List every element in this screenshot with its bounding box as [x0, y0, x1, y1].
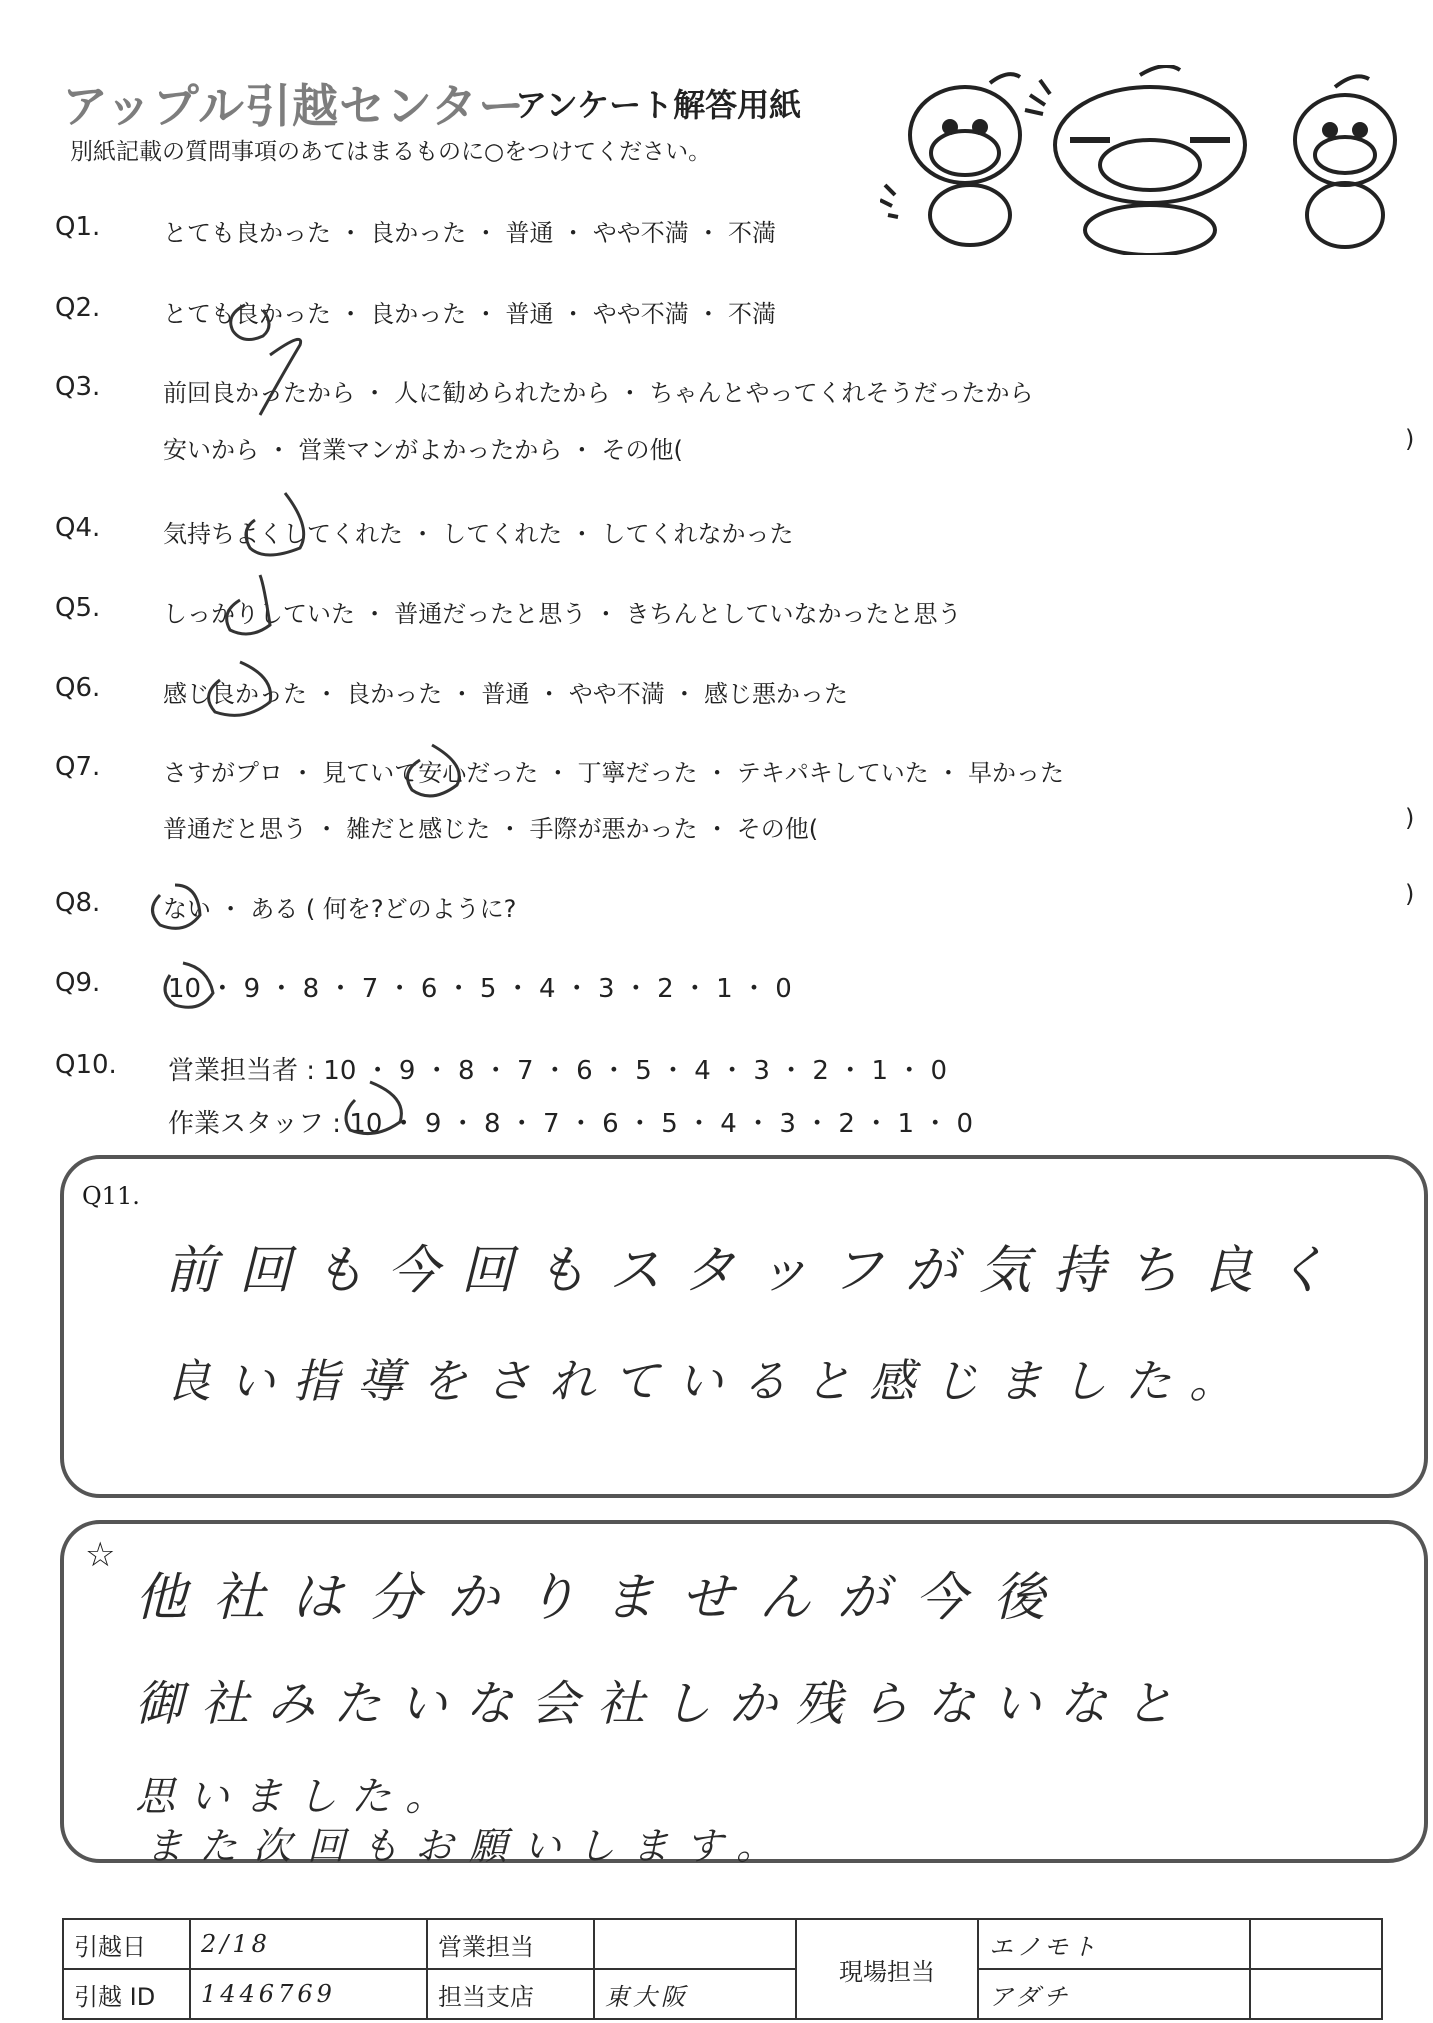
circle-mark — [408, 745, 460, 796]
move-id-label: 引越 ID — [63, 1969, 190, 2019]
circle-mark — [260, 339, 301, 415]
question-label: Q2. — [55, 293, 101, 323]
question-options: さすがプロ ・ 見ていて安心だった ・ 丁寧だった ・ テキパキしていた ・ 早かった — [163, 759, 1065, 787]
circle-mark — [346, 1082, 401, 1134]
question-options: 普通だと思う ・ 雑だと感じた ・ 手際が悪かった ・ その他( — [163, 815, 819, 843]
footer-info-table — [62, 1918, 1383, 2020]
site-staff-label: 現場担当 — [796, 1919, 978, 2019]
q11-label: Q11. — [82, 1182, 140, 1210]
move-date-label: 引越日 — [63, 1919, 190, 1969]
circle-mark — [246, 493, 304, 555]
comment-line: 御社みたいな会社しか残らないなと — [135, 1676, 1192, 1732]
instruction-text: 別紙記載の質問事項のあてはまるものに○をつけてください。 — [70, 139, 712, 165]
question-label: Q1. — [55, 212, 101, 242]
question-label: Q8. — [55, 888, 101, 918]
branch-label: 担当支店 — [427, 1969, 594, 2019]
closing-paren: ) — [1405, 880, 1415, 908]
empty-cell — [1250, 1919, 1382, 1969]
circle-mark — [153, 885, 201, 928]
brand-name: アップル引越センター — [62, 79, 526, 133]
circle-mark — [165, 963, 213, 1007]
site-staff-value: エノモト — [978, 1919, 1250, 1969]
question-options: ない ・ ある ( 何を?どのように? — [163, 895, 517, 923]
question-options: とても良かった ・ 良かった ・ 普通 ・ やや不満 ・ 不満 — [163, 300, 777, 328]
q11-answer-line: 良い指導をされていると感じました。 — [165, 1354, 1253, 1408]
question-label: Q9. — [55, 968, 101, 998]
question-options: 気持ちよくしてくれた ・ してくれた ・ してくれなかった — [163, 520, 794, 548]
question-label: Q6. — [55, 673, 101, 703]
question-options: 安いから ・ 営業マンがよかったから ・ その他( — [163, 436, 683, 464]
q11-answer-line: 前回も今回もスタッフが気持ち良く — [165, 1241, 1350, 1301]
comment-line: また次回もお願いします。 — [145, 1824, 790, 1868]
circle-mark — [209, 662, 271, 715]
empty-cell — [1250, 1969, 1382, 2019]
move-date-value: 2/18 — [190, 1919, 427, 1969]
circle-mark — [227, 575, 270, 634]
comment-line: 他社は分かりませんが今後 — [135, 1568, 1072, 1628]
question-label: Q10. — [55, 1050, 117, 1080]
comment-line: 思いました。 — [135, 1774, 459, 1820]
question-options: 前回良かったから ・ 人に勧められたから ・ ちゃんとやってくれそうだったから — [163, 379, 1034, 407]
star-icon: ☆ — [85, 1535, 116, 1575]
question-label: Q7. — [55, 752, 101, 782]
question-options: とても良かった ・ 良かった ・ 普通 ・ やや不満 ・ 不満 — [163, 219, 777, 247]
question-options: しっかりしていた ・ 普通だったと思う ・ きちんとしていなかったと思う — [163, 600, 962, 628]
question-options: 営業担当者 : 10 ・ 9 ・ 8 ・ 7 ・ 6 ・ 5 ・ 4 ・ 3 ・ 2 ・ 1 ・ 0 — [168, 1056, 948, 1086]
q11-comment-box — [60, 1155, 1428, 1498]
question-options: 10 ・ 9 ・ 8 ・ 7 ・ 6 ・ 5 ・ 4 ・ 3 ・ 2 ・ 1 ・ 0 — [168, 974, 792, 1004]
closing-paren: ) — [1405, 804, 1415, 832]
question-options: 作業スタッフ : 10 ・ 9 ・ 8 ・ 7 ・ 6 ・ 5 ・ 4 ・ 3 ・ 2 ・ 1 ・ 0 — [168, 1109, 974, 1139]
circle-mark — [231, 305, 269, 340]
closing-paren: ) — [1405, 425, 1415, 453]
branch-value: 東大阪 — [594, 1969, 796, 2019]
sales-rep-value — [594, 1919, 796, 1969]
question-options: 感じ良かった ・ 良かった ・ 普通 ・ やや不満 ・ 感じ悪かった — [163, 680, 849, 708]
question-label: Q5. — [55, 593, 101, 623]
question-label: Q4. — [55, 513, 101, 543]
form-title: アンケート解答用紙 — [515, 86, 802, 124]
question-label: Q3. — [55, 372, 101, 402]
move-id-value: 1446769 — [190, 1969, 427, 2019]
sales-rep-label: 営業担当 — [427, 1919, 594, 1969]
site-staff-value: アダチ — [978, 1969, 1250, 2019]
